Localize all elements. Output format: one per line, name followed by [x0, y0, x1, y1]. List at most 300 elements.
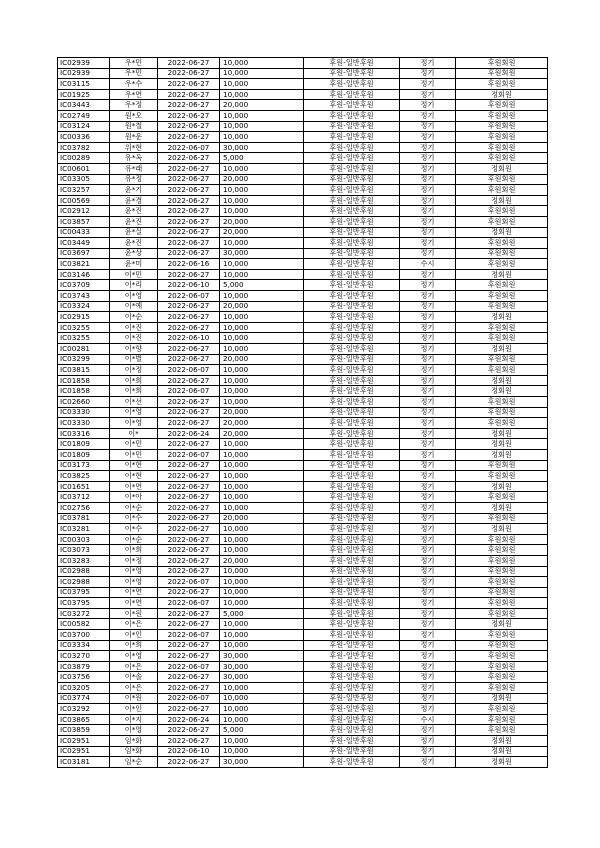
category-cell: 후원-일반후원	[304, 577, 400, 588]
member-id-cell: IC03305	[58, 174, 110, 185]
member-id-cell: IC03173	[58, 460, 110, 471]
member-id-cell: IC01809	[58, 449, 110, 460]
table-row	[58, 121, 548, 132]
member-id-cell: IC03781	[58, 513, 110, 524]
date-cell: 2022-06-27	[158, 153, 220, 164]
member-id-cell: IC01651	[58, 481, 110, 492]
membership-cell: 후원회원	[456, 248, 548, 259]
member-id-cell: IC03272	[58, 608, 110, 619]
date-cell: 2022-06-27	[158, 163, 220, 174]
membership-cell: 정회원	[456, 736, 548, 747]
category-cell: 후원-일반후원	[304, 736, 400, 747]
table-row	[58, 736, 548, 747]
category-cell: 후원-일반후원	[304, 227, 400, 238]
membership-cell: 후원회원	[456, 725, 548, 736]
date-cell: 2022-06-27	[158, 354, 220, 365]
type-cell: 정기	[400, 238, 456, 249]
type-cell: 정기	[400, 566, 456, 577]
member-id-cell: IC03257	[58, 185, 110, 196]
amount-cell: 10,000	[220, 121, 304, 132]
member-id-cell: IC00601	[58, 163, 110, 174]
table-row	[58, 174, 548, 185]
type-cell: 정기	[400, 333, 456, 344]
category-cell: 후원-일반후원	[304, 534, 400, 545]
type-cell: 정기	[400, 471, 456, 482]
category-cell: 후원-일반후원	[304, 608, 400, 619]
donor-name-cell: 이*은	[110, 661, 158, 672]
table-row	[58, 587, 548, 598]
table-row	[58, 312, 548, 323]
membership-cell: 후원회원	[456, 132, 548, 143]
donor-name-cell: 유*정	[110, 174, 158, 185]
membership-cell: 정회원	[456, 269, 548, 280]
amount-cell: 10,000	[220, 375, 304, 386]
amount-cell: 10,000	[220, 683, 304, 694]
type-cell: 정기	[400, 577, 456, 588]
type-cell: 정기	[400, 608, 456, 619]
member-id-cell: IC01925	[58, 89, 110, 100]
type-cell: 정기	[400, 513, 456, 524]
member-id-cell: IC02912	[58, 206, 110, 217]
category-cell: 후원-일반후원	[304, 68, 400, 79]
membership-cell: 후원회원	[456, 397, 548, 408]
table-row	[58, 100, 548, 111]
member-id-cell: IC02915	[58, 312, 110, 323]
member-id-cell: IC02749	[58, 110, 110, 121]
date-cell: 2022-06-07	[158, 365, 220, 376]
membership-cell: 정회원	[456, 344, 548, 355]
table-row	[58, 693, 548, 704]
amount-cell: 30,000	[220, 661, 304, 672]
amount-cell: 10,000	[220, 333, 304, 344]
category-cell: 후원-일반후원	[304, 725, 400, 736]
member-id-cell: IC03815	[58, 365, 110, 376]
date-cell: 2022-06-07	[158, 693, 220, 704]
table-row	[58, 397, 548, 408]
category-cell: 후원-일반후원	[304, 110, 400, 121]
member-id-cell: IC03316	[58, 428, 110, 439]
category-cell: 후원-일반후원	[304, 397, 400, 408]
category-cell: 후원-일반후원	[304, 545, 400, 556]
amount-cell: 30,000	[220, 672, 304, 683]
date-cell: 2022-06-27	[158, 513, 220, 524]
amount-cell: 5,000	[220, 280, 304, 291]
table-row	[58, 280, 548, 291]
table-row	[58, 269, 548, 280]
amount-cell: 10,000	[220, 693, 304, 704]
date-cell: 2022-06-27	[158, 640, 220, 651]
donor-name-cell: 우*정	[110, 100, 158, 111]
type-cell: 정기	[400, 58, 456, 69]
donor-name-cell: 이*민	[110, 449, 158, 460]
member-id-cell: IC03821	[58, 259, 110, 270]
type-cell: 정기	[400, 132, 456, 143]
member-id-cell: IC03334	[58, 640, 110, 651]
table-row	[58, 58, 548, 69]
member-id-cell: IC03697	[58, 248, 110, 259]
membership-cell: 후원회원	[456, 333, 548, 344]
member-id-cell: IC01858	[58, 386, 110, 397]
type-cell: 정기	[400, 301, 456, 312]
type-cell: 정기	[400, 672, 456, 683]
type-cell: 정기	[400, 651, 456, 662]
type-cell: 정기	[400, 185, 456, 196]
table-row	[58, 534, 548, 545]
table-row	[58, 502, 548, 513]
category-cell: 후원-일반후원	[304, 630, 400, 641]
amount-cell: 20,000	[220, 354, 304, 365]
table-row	[58, 439, 548, 450]
donor-name-cell: 이*희	[110, 386, 158, 397]
amount-cell: 10,000	[220, 439, 304, 450]
category-cell: 후원-일반후원	[304, 640, 400, 651]
date-cell: 2022-06-27	[158, 322, 220, 333]
date-cell: 2022-06-24	[158, 714, 220, 725]
type-cell: 정기	[400, 206, 456, 217]
type-cell: 정기	[400, 640, 456, 651]
donor-name-cell: 이*민	[110, 439, 158, 450]
donor-name-cell: 임*화	[110, 746, 158, 757]
amount-cell: 5,000	[220, 725, 304, 736]
category-cell: 후원-일반후원	[304, 375, 400, 386]
membership-cell: 정회원	[456, 746, 548, 757]
table-row	[58, 227, 548, 238]
member-id-cell: IC03795	[58, 587, 110, 598]
category-cell: 후원-일반후원	[304, 439, 400, 450]
member-id-cell: IC02660	[58, 397, 110, 408]
membership-cell: 후원회원	[456, 661, 548, 672]
type-cell: 수시	[400, 259, 456, 270]
membership-cell: 후원회원	[456, 587, 548, 598]
member-id-cell: IC03255	[58, 322, 110, 333]
donor-name-cell: 임*순	[110, 757, 158, 768]
table-row	[58, 238, 548, 249]
member-id-cell: IC00433	[58, 227, 110, 238]
type-cell: 정기	[400, 587, 456, 598]
member-id-cell: IC02988	[58, 577, 110, 588]
amount-cell: 20,000	[220, 428, 304, 439]
date-cell: 2022-06-27	[158, 407, 220, 418]
amount-cell: 10,000	[220, 449, 304, 460]
membership-cell: 후원회원	[456, 598, 548, 609]
table-row	[58, 672, 548, 683]
category-cell: 후원-일반후원	[304, 259, 400, 270]
table-row	[58, 344, 548, 355]
membership-cell: 후원회원	[456, 58, 548, 69]
donor-name-cell: 이*연	[110, 481, 158, 492]
type-cell: 정기	[400, 619, 456, 630]
date-cell: 2022-06-27	[158, 121, 220, 132]
amount-cell: 10,000	[220, 640, 304, 651]
member-id-cell: IC03865	[58, 714, 110, 725]
donor-name-cell: 이*은	[110, 619, 158, 630]
date-cell: 2022-06-27	[158, 460, 220, 471]
date-cell: 2022-06-10	[158, 333, 220, 344]
date-cell: 2022-06-27	[158, 248, 220, 259]
donation-table-sheet	[57, 57, 547, 768]
table-row	[58, 630, 548, 641]
membership-cell: 정회원	[456, 757, 548, 768]
amount-cell: 10,000	[220, 566, 304, 577]
category-cell: 후원-일반후원	[304, 619, 400, 630]
membership-cell: 후원회원	[456, 555, 548, 566]
table-row	[58, 619, 548, 630]
category-cell: 후원-일반후원	[304, 587, 400, 598]
donor-name-cell: 원*오	[110, 110, 158, 121]
table-row	[58, 68, 548, 79]
amount-cell: 20,000	[220, 100, 304, 111]
donor-name-cell: 윤*진	[110, 206, 158, 217]
type-cell: 정기	[400, 736, 456, 747]
type-cell: 정기	[400, 397, 456, 408]
category-cell: 후원-일반후원	[304, 301, 400, 312]
type-cell: 정기	[400, 407, 456, 418]
donor-name-cell: 이*희	[110, 545, 158, 556]
membership-cell: 후원회원	[456, 534, 548, 545]
membership-cell: 정회원	[456, 693, 548, 704]
date-cell: 2022-06-27	[158, 58, 220, 69]
membership-cell: 후원회원	[456, 100, 548, 111]
amount-cell: 5,000	[220, 153, 304, 164]
table-row	[58, 354, 548, 365]
table-row	[58, 492, 548, 503]
member-id-cell: IC01858	[58, 375, 110, 386]
table-row	[58, 481, 548, 492]
category-cell: 후원-일반후원	[304, 100, 400, 111]
membership-cell: 후원회원	[456, 471, 548, 482]
member-id-cell: IC03443	[58, 100, 110, 111]
date-cell: 2022-06-27	[158, 481, 220, 492]
amount-cell: 10,000	[220, 471, 304, 482]
membership-cell: 후원회원	[456, 672, 548, 683]
donor-name-cell: 윤*미	[110, 259, 158, 270]
amount-cell: 10,000	[220, 195, 304, 206]
member-id-cell: IC00303	[58, 534, 110, 545]
membership-cell: 후원회원	[456, 238, 548, 249]
type-cell: 정기	[400, 449, 456, 460]
donor-name-cell: 이*수	[110, 524, 158, 535]
donor-name-cell: 원*운	[110, 132, 158, 143]
donor-name-cell: 이*순	[110, 534, 158, 545]
date-cell: 2022-06-27	[158, 471, 220, 482]
type-cell: 정기	[400, 89, 456, 100]
date-cell: 2022-06-27	[158, 68, 220, 79]
amount-cell: 10,000	[220, 185, 304, 196]
table-row	[58, 449, 548, 460]
table-row	[58, 195, 548, 206]
category-cell: 후원-일반후원	[304, 386, 400, 397]
membership-cell: 정회원	[456, 227, 548, 238]
category-cell: 후원-일반후원	[304, 746, 400, 757]
type-cell: 정기	[400, 121, 456, 132]
category-cell: 후원-일반후원	[304, 365, 400, 376]
donor-name-cell: 이*희	[110, 375, 158, 386]
member-id-cell: IC02939	[58, 68, 110, 79]
table-row	[58, 640, 548, 651]
donor-name-cell: 이*영	[110, 566, 158, 577]
category-cell: 후원-일반후원	[304, 502, 400, 513]
membership-cell: 후원회원	[456, 79, 548, 90]
amount-cell: 10,000	[220, 619, 304, 630]
category-cell: 후원-일반후원	[304, 704, 400, 715]
type-cell: 정기	[400, 492, 456, 503]
table-row	[58, 375, 548, 386]
type-cell: 정기	[400, 598, 456, 609]
table-row	[58, 545, 548, 556]
amount-cell: 10,000	[220, 397, 304, 408]
date-cell: 2022-06-27	[158, 704, 220, 715]
amount-cell: 10,000	[220, 312, 304, 323]
category-cell: 후원-일반후원	[304, 661, 400, 672]
membership-cell: 후원회원	[456, 492, 548, 503]
member-id-cell: IC02756	[58, 502, 110, 513]
member-id-cell: IC03709	[58, 280, 110, 291]
amount-cell: 30,000	[220, 757, 304, 768]
date-cell: 2022-06-27	[158, 418, 220, 429]
amount-cell: 10,000	[220, 269, 304, 280]
donor-name-cell: 우*민	[110, 68, 158, 79]
table-row	[58, 513, 548, 524]
member-id-cell: IC00336	[58, 132, 110, 143]
table-row	[58, 291, 548, 302]
amount-cell: 10,000	[220, 534, 304, 545]
amount-cell: 10,000	[220, 460, 304, 471]
membership-cell: 후원회원	[456, 153, 548, 164]
type-cell: 정기	[400, 163, 456, 174]
membership-cell: 후원회원	[456, 651, 548, 662]
date-cell: 2022-06-27	[158, 206, 220, 217]
table-row	[58, 153, 548, 164]
amount-cell: 10,000	[220, 386, 304, 397]
donor-name-cell: 이*리	[110, 280, 158, 291]
amount-cell: 10,000	[220, 598, 304, 609]
membership-cell: 후원회원	[456, 259, 548, 270]
membership-cell: 후원회원	[456, 365, 548, 376]
type-cell: 정기	[400, 174, 456, 185]
member-id-cell: IC03879	[58, 661, 110, 672]
category-cell: 후원-일반후원	[304, 354, 400, 365]
amount-cell: 10,000	[220, 68, 304, 79]
type-cell: 정기	[400, 216, 456, 227]
donor-name-cell: 이*영	[110, 725, 158, 736]
membership-cell: 후원회원	[456, 354, 548, 365]
date-cell: 2022-06-27	[158, 238, 220, 249]
member-id-cell: IC02951	[58, 746, 110, 757]
date-cell: 2022-06-27	[158, 736, 220, 747]
type-cell: 정기	[400, 534, 456, 545]
date-cell: 2022-06-27	[158, 725, 220, 736]
date-cell: 2022-06-27	[158, 587, 220, 598]
type-cell: 정기	[400, 142, 456, 153]
type-cell: 정기	[400, 386, 456, 397]
category-cell: 후원-일반후원	[304, 142, 400, 153]
table-row	[58, 704, 548, 715]
donor-name-cell: 이*연	[110, 598, 158, 609]
table-row	[58, 110, 548, 121]
amount-cell: 10,000	[220, 365, 304, 376]
donor-name-cell: 우*연	[110, 89, 158, 100]
member-id-cell: IC03299	[58, 354, 110, 365]
table-row	[58, 661, 548, 672]
member-id-cell: IC02951	[58, 736, 110, 747]
date-cell: 2022-06-27	[158, 185, 220, 196]
date-cell: 2022-06-07	[158, 598, 220, 609]
donor-name-cell: 위*현	[110, 142, 158, 153]
amount-cell: 20,000	[220, 174, 304, 185]
donor-name-cell: 이*지	[110, 714, 158, 725]
amount-cell: 10,000	[220, 238, 304, 249]
category-cell: 후원-일반후원	[304, 492, 400, 503]
type-cell: 정기	[400, 153, 456, 164]
category-cell: 후원-일반후원	[304, 757, 400, 768]
donor-name-cell: 이*현	[110, 460, 158, 471]
membership-cell: 후원회원	[456, 608, 548, 619]
table-row	[58, 471, 548, 482]
donor-name-cell: 이*향	[110, 344, 158, 355]
amount-cell: 10,000	[220, 524, 304, 535]
amount-cell: 30,000	[220, 248, 304, 259]
amount-cell: 10,000	[220, 163, 304, 174]
member-id-cell: IC00289	[58, 153, 110, 164]
amount-cell: 20,000	[220, 301, 304, 312]
amount-cell: 10,000	[220, 704, 304, 715]
table-row	[58, 142, 548, 153]
category-cell: 후원-일반후원	[304, 89, 400, 100]
member-id-cell: IC03292	[58, 704, 110, 715]
date-cell: 2022-06-27	[158, 439, 220, 450]
table-row	[58, 598, 548, 609]
table-row	[58, 386, 548, 397]
type-cell: 정기	[400, 693, 456, 704]
donor-name-cell: 이*예	[110, 301, 158, 312]
date-cell: 2022-06-27	[158, 608, 220, 619]
membership-cell: 정회원	[456, 524, 548, 535]
category-cell: 후원-일반후원	[304, 693, 400, 704]
date-cell: 2022-06-10	[158, 280, 220, 291]
donor-name-cell: 우*민	[110, 58, 158, 69]
amount-cell: 10,000	[220, 110, 304, 121]
donor-name-cell: 이*	[110, 428, 158, 439]
table-row	[58, 757, 548, 768]
type-cell: 정기	[400, 312, 456, 323]
donor-name-cell: 이*수	[110, 513, 158, 524]
type-cell: 정기	[400, 280, 456, 291]
date-cell: 2022-06-27	[158, 344, 220, 355]
category-cell: 후원-일반후원	[304, 216, 400, 227]
donor-name-cell: 이*아	[110, 492, 158, 503]
donor-name-cell: 이*희	[110, 640, 158, 651]
member-id-cell: IC01809	[58, 439, 110, 450]
member-id-cell: IC03115	[58, 79, 110, 90]
amount-cell: 5,000	[220, 608, 304, 619]
donor-name-cell: 이*인	[110, 704, 158, 715]
donor-name-cell: 이*순	[110, 502, 158, 513]
date-cell: 2022-06-27	[158, 301, 220, 312]
date-cell: 2022-06-16	[158, 259, 220, 270]
membership-cell: 후원회원	[456, 322, 548, 333]
type-cell: 정기	[400, 524, 456, 535]
donor-name-cell: 윤*진	[110, 216, 158, 227]
category-cell: 후원-일반후원	[304, 174, 400, 185]
donor-name-cell: 이*영	[110, 291, 158, 302]
amount-cell: 10,000	[220, 89, 304, 100]
category-cell: 후원-일반후원	[304, 407, 400, 418]
donor-name-cell: 이*인	[110, 630, 158, 641]
type-cell: 정기	[400, 683, 456, 694]
category-cell: 후원-일반후원	[304, 206, 400, 217]
membership-cell: 후원회원	[456, 121, 548, 132]
membership-cell: 정회원	[456, 502, 548, 513]
